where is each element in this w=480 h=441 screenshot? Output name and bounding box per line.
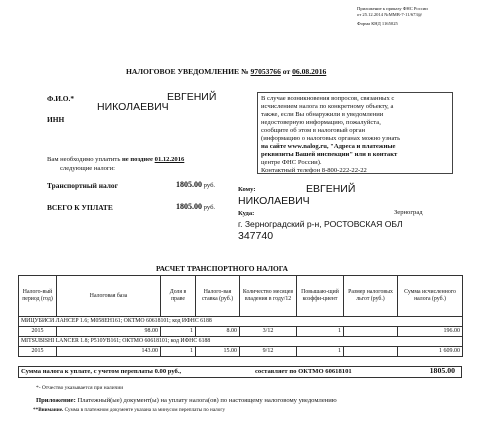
info-line: на сайте www.nalog.ru, "Адреса и платежные	[261, 143, 396, 150]
cell-year: 2015	[19, 347, 57, 357]
transport-tax-label: Транспортный налог	[47, 181, 118, 190]
to-label: Кому:	[238, 186, 256, 193]
recipient-name-1: ЕВГЕНИЙ	[306, 183, 356, 195]
col-header-months: Количество месяцев владения в году/12	[240, 276, 297, 317]
fio-label: Ф.И.О.*	[47, 94, 75, 103]
due-date: 01.12.2016	[154, 156, 185, 163]
object-row-1	[19, 317, 463, 327]
summary-amount: 1805.00	[429, 366, 455, 375]
cell-coef: 1	[297, 347, 344, 357]
info-line: (информацию о налоговых органах можно узнать	[261, 135, 401, 142]
cell-months: 3/12	[240, 327, 297, 337]
recipient-address: г. Зерноградский р-н, РОСТОВСКАЯ ОБЛ	[238, 219, 403, 229]
recipient-postcode: 347740	[238, 230, 274, 242]
inn-label: ИНН	[47, 115, 65, 124]
cell-rate: 8.00	[196, 327, 240, 337]
transport-tax-amount: 1805.00	[176, 180, 202, 189]
title-mid: от	[282, 67, 291, 76]
title-prefix: НАЛОГОВОЕ УВЕДОМЛЕНИЕ №	[126, 67, 249, 76]
summary-oktmo: составляет по ОКТМО 60618101	[255, 368, 352, 375]
info-line: также, если Вы обнаружили в уведомлении	[261, 111, 384, 118]
cell-share: 1	[161, 347, 196, 357]
footnote-star: *- Отчество указывается при наличии	[36, 385, 124, 391]
calc-header-row	[19, 276, 463, 317]
info-line: недостоверную информацию, пожалуйста,	[261, 119, 381, 126]
not-later-label: не позднее	[121, 156, 153, 163]
cell-benefit	[344, 347, 398, 357]
following-taxes: следующие налоги:	[60, 165, 115, 172]
col-header-coef: Повышаю-щий коэффи-циент	[297, 276, 344, 317]
info-line: исчислением налога по конкретному объекту, а	[261, 103, 394, 110]
rub-label: руб.	[203, 182, 216, 189]
table-row	[19, 347, 463, 357]
calc-title: РАСЧЕТ ТРАНСПОРТНОГО НАЛОГА	[156, 264, 288, 273]
col-header-share: Доля в праве	[161, 276, 196, 317]
patronymic: НИКОЛАЕВИЧ	[97, 101, 169, 113]
col-header-rate: Налого-вая ставка (руб.)	[196, 276, 240, 317]
recipient-city: Зерноград	[394, 209, 423, 216]
summary-bar	[18, 366, 462, 378]
rub-label: руб.	[203, 204, 216, 211]
form-note-line-2: от 25.12.2014 №ММВ-7-11/673@	[357, 11, 423, 17]
form-note-line-1: Приложение к приказу ФНС России	[357, 6, 428, 11]
object-row-2	[19, 337, 463, 347]
info-line: сообщите об этом в налоговый орган	[261, 127, 366, 134]
notice-title	[126, 68, 326, 76]
summary-label: Сумма налога к уплате, с учетом переплаты 0.00 руб.,	[21, 368, 182, 375]
calc-table	[18, 275, 463, 357]
transport-tax-amount-line	[176, 181, 215, 190]
attachment-label: Приложение:	[36, 397, 76, 404]
cell-sum: 1 609.00	[398, 347, 463, 357]
cell-year: 2015	[19, 327, 57, 337]
total-label: ВСЕГО К УПЛАТЕ	[47, 203, 113, 212]
cell-benefit	[344, 327, 398, 337]
attention-text: Сумма в платежном документе указана за минусом переплаты по налогу	[64, 407, 226, 413]
table-row	[19, 327, 463, 337]
cell-months: 9/12	[240, 347, 297, 357]
first-name: ЕВГЕНИЙ	[167, 91, 217, 103]
cell-base: 98.00	[57, 327, 161, 337]
notice-date: 06.08.2016	[292, 67, 327, 76]
col-header-period: Налого-вый период (год)	[19, 276, 57, 317]
notice-number: 97053766	[250, 67, 281, 76]
info-line: реквизиты Вашей инспекции" или в контакт	[261, 151, 398, 158]
total-amount: 1805.00	[176, 202, 202, 211]
form-note-line-3: Форма КНД 1165025	[357, 21, 398, 27]
cell-base: 143.00	[57, 347, 161, 357]
info-box	[257, 92, 453, 174]
recipient-name-2: НИКОЛАЕВИЧ	[238, 195, 310, 207]
info-line: В случае возникновения вопросов, связанных с	[261, 95, 395, 102]
info-line: центре ФНС России).	[261, 159, 322, 166]
attachment-text: Платежный(ые) документ(ы) на уплату налога(ов) по настоящему налоговому уведомлению	[77, 397, 337, 404]
cell-share: 1	[161, 327, 196, 337]
object-description: МИЦУБИСИ ЛАНСЕР 1.6; М058ЕН161; ОКТМО 60618101; код ИФНС 6188	[19, 317, 463, 327]
object-description: MITSUBISHI LANCER 1.8; Р510УВ161; ОКТМО 60618101; код ИФНС 6188	[19, 337, 463, 347]
form-header-note	[357, 6, 428, 27]
must-pay-line	[47, 156, 184, 164]
attention-note	[33, 408, 225, 414]
attention-label: **Внимание.	[33, 407, 64, 413]
where-label: Куда:	[238, 210, 255, 217]
total-amount-line	[176, 203, 215, 212]
info-line: Контактный телефон 8-800-222-22-22	[261, 167, 367, 174]
cell-coef: 1	[297, 327, 344, 337]
col-header-base: Налоговая база	[57, 276, 161, 317]
cell-sum: 196.00	[398, 327, 463, 337]
must-pay-prefix: Вам необходимо уплатить	[47, 156, 121, 163]
col-header-benefit: Размер налоговых льгот (руб.)	[344, 276, 398, 317]
attachment-line	[36, 397, 337, 405]
col-header-sum: Сумма исчисленного налога (руб.)	[398, 276, 463, 317]
cell-rate: 15.00	[196, 347, 240, 357]
